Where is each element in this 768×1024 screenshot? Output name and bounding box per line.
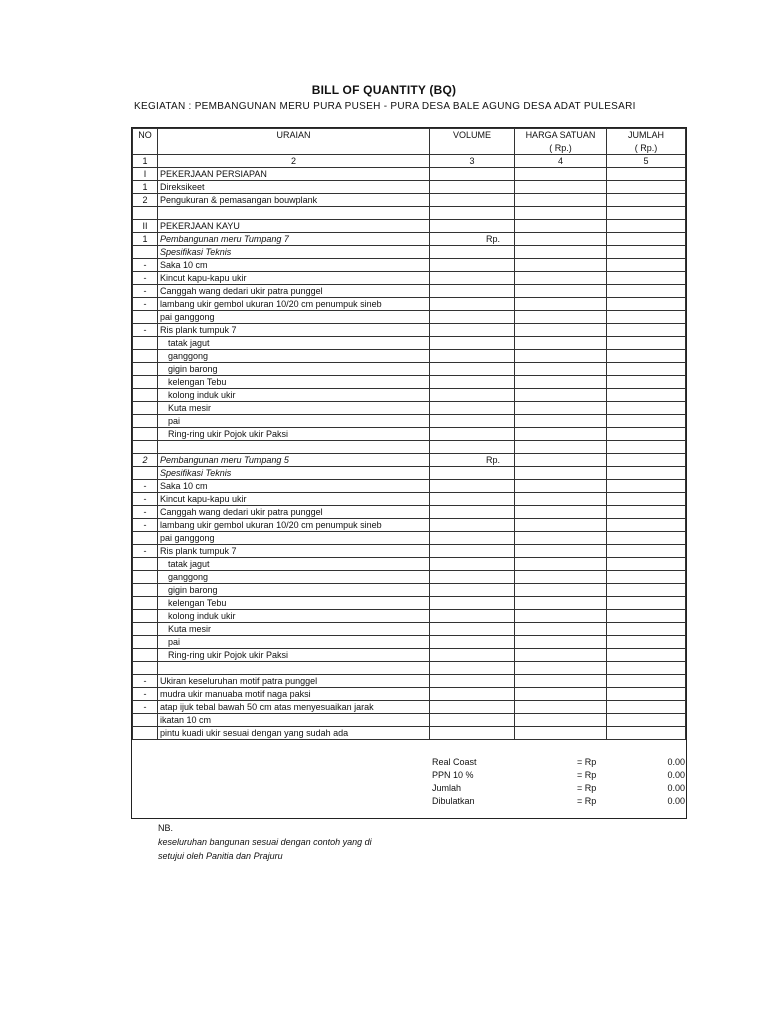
table-row — [133, 363, 686, 376]
row-harga — [515, 454, 607, 467]
row-description: Pembangunan meru Tumpang 7 — [158, 233, 430, 246]
row-description: Ris plank tumpuk 7 — [158, 545, 430, 558]
table-row — [133, 662, 686, 675]
row-volume — [430, 441, 515, 454]
row-no — [133, 389, 158, 402]
header-no: NO — [133, 129, 158, 155]
table-row — [133, 545, 686, 558]
row-no — [133, 246, 158, 259]
row-volume — [430, 220, 515, 233]
row-jumlah — [607, 571, 686, 584]
table-row — [133, 467, 686, 480]
row-jumlah — [607, 558, 686, 571]
row-volume — [430, 610, 515, 623]
row-harga — [515, 207, 607, 220]
row-no — [133, 597, 158, 610]
row-volume — [430, 389, 515, 402]
row-no: II — [133, 220, 158, 233]
row-volume — [430, 311, 515, 324]
row-harga — [515, 610, 607, 623]
row-no — [133, 558, 158, 571]
row-volume — [430, 350, 515, 363]
row-jumlah — [607, 246, 686, 259]
row-no — [133, 662, 158, 675]
row-jumlah — [607, 415, 686, 428]
row-harga — [515, 168, 607, 181]
table-row — [133, 350, 686, 363]
header-jumlah: JUMLAH — [607, 129, 686, 142]
table-row — [133, 428, 686, 441]
row-description: ganggong — [158, 350, 430, 363]
row-no — [133, 428, 158, 441]
header-jumlah-unit: ( Rp.) — [607, 142, 686, 155]
row-volume — [430, 194, 515, 207]
row-description: Saka 10 cm — [158, 480, 430, 493]
row-description: kelengan Tebu — [158, 376, 430, 389]
row-no — [133, 337, 158, 350]
row-description: Kincut kapu-kapu ukir — [158, 493, 430, 506]
row-harga — [515, 272, 607, 285]
row-description: Canggah wang dedari ukir patra punggel — [158, 285, 430, 298]
row-jumlah — [607, 376, 686, 389]
table-row — [133, 571, 686, 584]
table-row — [133, 727, 686, 740]
row-no — [133, 441, 158, 454]
summary-label: Dibulatkan — [432, 796, 475, 806]
row-volume — [430, 324, 515, 337]
row-harga — [515, 714, 607, 727]
summary-label: PPN 10 % — [432, 770, 474, 780]
row-no: - — [133, 324, 158, 337]
row-jumlah — [607, 181, 686, 194]
row-harga — [515, 623, 607, 636]
row-jumlah — [607, 727, 686, 740]
summary-value: 0.00 — [667, 757, 685, 767]
row-jumlah — [607, 363, 686, 376]
row-description: Canggah wang dedari ukir patra punggel — [158, 506, 430, 519]
row-volume — [430, 558, 515, 571]
row-volume — [430, 519, 515, 532]
row-description: tatak jagut — [158, 337, 430, 350]
row-harga — [515, 402, 607, 415]
table-row — [133, 324, 686, 337]
row-jumlah — [607, 532, 686, 545]
row-no: 2 — [133, 194, 158, 207]
table-row — [133, 246, 686, 259]
row-volume — [430, 571, 515, 584]
table-row — [133, 649, 686, 662]
row-description: Pengukuran & pemasangan bouwplank — [158, 194, 430, 207]
row-description: Spesifikasi Teknis — [158, 467, 430, 480]
row-jumlah — [607, 220, 686, 233]
row-jumlah — [607, 636, 686, 649]
row-jumlah — [607, 298, 686, 311]
table-row — [133, 558, 686, 571]
row-harga — [515, 376, 607, 389]
row-jumlah — [607, 623, 686, 636]
row-volume — [430, 584, 515, 597]
row-jumlah — [607, 350, 686, 363]
row-description: gigin barong — [158, 584, 430, 597]
row-harga — [515, 363, 607, 376]
row-description: Ring-ring ukir Pojok ukir Paksi — [158, 649, 430, 662]
row-no: 1 — [133, 181, 158, 194]
table-row — [133, 194, 686, 207]
row-jumlah — [607, 454, 686, 467]
row-no: I — [133, 168, 158, 181]
row-harga — [515, 506, 607, 519]
table-row — [133, 688, 686, 701]
row-volume — [430, 363, 515, 376]
row-harga — [515, 246, 607, 259]
row-volume — [430, 246, 515, 259]
row-harga — [515, 545, 607, 558]
index-jumlah: 5 — [607, 155, 686, 168]
row-description: Kuta mesir — [158, 402, 430, 415]
table-row — [133, 337, 686, 350]
row-description: pintu kuadi ukir sesuai dengan yang sudah ada — [158, 727, 430, 740]
row-harga — [515, 597, 607, 610]
row-jumlah — [607, 233, 686, 246]
row-volume — [430, 402, 515, 415]
summary-label: Jumlah — [432, 783, 462, 793]
row-no — [133, 584, 158, 597]
row-no: - — [133, 259, 158, 272]
summary-block — [131, 755, 687, 817]
row-description: ikatan 10 cm — [158, 714, 430, 727]
row-harga — [515, 324, 607, 337]
row-no: - — [133, 480, 158, 493]
row-no: - — [133, 545, 158, 558]
row-harga — [515, 519, 607, 532]
row-volume: Rp. — [430, 233, 515, 246]
row-harga — [515, 688, 607, 701]
table-row — [133, 181, 686, 194]
row-description: lambang ukir gembol ukuran 10/20 cm penumpuk sineb — [158, 519, 430, 532]
row-harga — [515, 350, 607, 363]
row-jumlah — [607, 337, 686, 350]
row-jumlah — [607, 480, 686, 493]
index-uraian: 2 — [158, 155, 430, 168]
row-jumlah — [607, 506, 686, 519]
row-description: atap ijuk tebal bawah 50 cm atas menyesuaikan jarak — [158, 701, 430, 714]
row-volume — [430, 285, 515, 298]
row-harga — [515, 636, 607, 649]
row-volume — [430, 649, 515, 662]
document-subtitle: KEGIATAN : PEMBANGUNAN MERU PURA PUSEH - PURA DESA BALE AGUNG DESA ADAT PULESARI — [134, 101, 636, 112]
row-harga — [515, 259, 607, 272]
table-row — [133, 610, 686, 623]
note-heading: NB. — [158, 823, 174, 833]
row-volume — [430, 298, 515, 311]
row-volume — [430, 337, 515, 350]
row-jumlah — [607, 714, 686, 727]
row-description: PEKERJAAN KAYU — [158, 220, 430, 233]
summary-currency: = Rp — [577, 796, 597, 806]
row-jumlah — [607, 285, 686, 298]
row-no: 2 — [133, 454, 158, 467]
row-harga — [515, 480, 607, 493]
table-row — [133, 506, 686, 519]
table-row — [133, 519, 686, 532]
row-description: pai ganggong — [158, 532, 430, 545]
row-volume — [430, 428, 515, 441]
row-description: mudra ukir manuaba motif naga paksi — [158, 688, 430, 701]
index-no: 1 — [133, 155, 158, 168]
table-row — [133, 532, 686, 545]
row-volume — [430, 636, 515, 649]
row-harga — [515, 493, 607, 506]
row-description: kelengan Tebu — [158, 597, 430, 610]
row-description: tatak jagut — [158, 558, 430, 571]
row-volume — [430, 168, 515, 181]
index-row — [133, 155, 686, 168]
row-jumlah — [607, 428, 686, 441]
row-volume — [430, 675, 515, 688]
row-harga — [515, 428, 607, 441]
table-row — [133, 714, 686, 727]
row-volume — [430, 701, 515, 714]
row-no — [133, 207, 158, 220]
row-harga — [515, 337, 607, 350]
row-harga — [515, 571, 607, 584]
row-volume — [430, 727, 515, 740]
row-no — [133, 571, 158, 584]
row-jumlah — [607, 467, 686, 480]
row-harga — [515, 662, 607, 675]
row-jumlah — [607, 272, 686, 285]
row-no — [133, 649, 158, 662]
row-volume — [430, 623, 515, 636]
row-jumlah — [607, 402, 686, 415]
row-harga — [515, 584, 607, 597]
row-no — [133, 311, 158, 324]
row-jumlah — [607, 519, 686, 532]
table-row — [133, 493, 686, 506]
row-description: Ring-ring ukir Pojok ukir Paksi — [158, 428, 430, 441]
table-row — [133, 701, 686, 714]
row-jumlah — [607, 259, 686, 272]
summary-value: 0.00 — [667, 796, 685, 806]
table-row — [133, 389, 686, 402]
row-description: ganggong — [158, 571, 430, 584]
row-no — [133, 350, 158, 363]
table-row — [133, 441, 686, 454]
table-row — [133, 480, 686, 493]
row-jumlah — [607, 168, 686, 181]
row-jumlah — [607, 584, 686, 597]
summary-label: Real Coast — [432, 757, 477, 767]
row-volume — [430, 714, 515, 727]
row-no — [133, 467, 158, 480]
row-description: pai ganggong — [158, 311, 430, 324]
row-jumlah — [607, 311, 686, 324]
row-no — [133, 415, 158, 428]
row-no — [133, 402, 158, 415]
row-no: - — [133, 493, 158, 506]
row-jumlah — [607, 324, 686, 337]
row-volume: Rp. — [430, 454, 515, 467]
table-row — [133, 285, 686, 298]
table-row — [133, 402, 686, 415]
row-description: Direksikeet — [158, 181, 430, 194]
row-volume — [430, 207, 515, 220]
row-jumlah — [607, 441, 686, 454]
row-volume — [430, 259, 515, 272]
row-description: kolong induk ukir — [158, 389, 430, 402]
summary-currency: = Rp — [577, 770, 597, 780]
row-harga — [515, 194, 607, 207]
row-description: gigin barong — [158, 363, 430, 376]
row-description: pai — [158, 636, 430, 649]
table-row — [133, 272, 686, 285]
row-volume — [430, 662, 515, 675]
row-harga — [515, 441, 607, 454]
row-harga — [515, 311, 607, 324]
row-volume — [430, 688, 515, 701]
row-harga — [515, 233, 607, 246]
row-jumlah — [607, 701, 686, 714]
row-no — [133, 727, 158, 740]
table-row — [133, 584, 686, 597]
row-jumlah — [607, 662, 686, 675]
header-uraian: URAIAN — [158, 129, 430, 155]
row-harga — [515, 415, 607, 428]
table-row — [133, 376, 686, 389]
row-jumlah — [607, 493, 686, 506]
row-harga — [515, 558, 607, 571]
row-jumlah — [607, 389, 686, 402]
table-row — [133, 168, 686, 181]
row-harga — [515, 467, 607, 480]
table-row — [133, 623, 686, 636]
row-description: Ris plank tumpuk 7 — [158, 324, 430, 337]
row-volume — [430, 415, 515, 428]
header-row — [133, 129, 686, 142]
row-no — [133, 623, 158, 636]
table-row — [133, 298, 686, 311]
row-harga — [515, 220, 607, 233]
header-harga-unit: ( Rp.) — [515, 142, 607, 155]
row-no: - — [133, 688, 158, 701]
row-no: - — [133, 272, 158, 285]
row-jumlah — [607, 194, 686, 207]
summary-value: 0.00 — [667, 770, 685, 780]
table-row — [133, 233, 686, 246]
row-no — [133, 636, 158, 649]
row-volume — [430, 597, 515, 610]
table-row — [133, 597, 686, 610]
row-volume — [430, 493, 515, 506]
note-line-1: keseluruhan bangunan sesuai dengan contoh yang di — [158, 837, 372, 847]
row-description: Saka 10 cm — [158, 259, 430, 272]
summary-currency: = Rp — [577, 757, 597, 767]
header-harga: HARGA SATUAN — [515, 129, 607, 142]
row-jumlah — [607, 675, 686, 688]
table-row — [133, 311, 686, 324]
row-harga — [515, 727, 607, 740]
row-jumlah — [607, 688, 686, 701]
index-volume: 3 — [430, 155, 515, 168]
row-harga — [515, 181, 607, 194]
summary-value: 0.00 — [667, 783, 685, 793]
row-volume — [430, 467, 515, 480]
table-row — [133, 454, 686, 467]
row-jumlah — [607, 597, 686, 610]
table-row — [133, 259, 686, 272]
row-no: 1 — [133, 233, 158, 246]
row-description: PEKERJAAN PERSIAPAN — [158, 168, 430, 181]
note-line-2: setujui oleh Panitia dan Prajuru — [158, 851, 283, 861]
row-volume — [430, 532, 515, 545]
row-harga — [515, 532, 607, 545]
table-row — [133, 636, 686, 649]
row-volume — [430, 272, 515, 285]
row-description: kolong induk ukir — [158, 610, 430, 623]
row-volume — [430, 181, 515, 194]
bq-table-body — [133, 168, 686, 740]
row-harga — [515, 389, 607, 402]
row-no: - — [133, 506, 158, 519]
document-title: BILL OF QUANTITY (BQ) — [311, 83, 457, 97]
row-description — [158, 441, 430, 454]
row-no — [133, 376, 158, 389]
table-row — [133, 207, 686, 220]
row-description: lambang ukir gembol ukuran 10/20 cm penumpuk sineb — [158, 298, 430, 311]
row-no — [133, 532, 158, 545]
row-description: Kincut kapu-kapu ukir — [158, 272, 430, 285]
row-volume — [430, 376, 515, 389]
row-no: - — [133, 519, 158, 532]
table-row — [133, 220, 686, 233]
row-description — [158, 662, 430, 675]
row-no: - — [133, 701, 158, 714]
row-no — [133, 714, 158, 727]
row-harga — [515, 649, 607, 662]
row-volume — [430, 480, 515, 493]
row-description: Pembangunan meru Tumpang 5 — [158, 454, 430, 467]
table-row — [133, 675, 686, 688]
row-harga — [515, 675, 607, 688]
row-jumlah — [607, 207, 686, 220]
row-jumlah — [607, 610, 686, 623]
row-description: pai — [158, 415, 430, 428]
bq-table — [132, 128, 686, 740]
row-jumlah — [607, 545, 686, 558]
row-harga — [515, 298, 607, 311]
row-harga — [515, 285, 607, 298]
row-no: - — [133, 285, 158, 298]
table-row — [133, 415, 686, 428]
row-no — [133, 363, 158, 376]
row-volume — [430, 545, 515, 558]
row-volume — [430, 506, 515, 519]
summary-currency: = Rp — [577, 783, 597, 793]
row-description: Spesifikasi Teknis — [158, 246, 430, 259]
row-no — [133, 610, 158, 623]
row-description: Kuta mesir — [158, 623, 430, 636]
index-harga: 4 — [515, 155, 607, 168]
row-jumlah — [607, 649, 686, 662]
header-volume: VOLUME — [430, 129, 515, 155]
row-description: Ukiran keseluruhan motif patra punggel — [158, 675, 430, 688]
row-no: - — [133, 298, 158, 311]
row-no: - — [133, 675, 158, 688]
row-harga — [515, 701, 607, 714]
row-description — [158, 207, 430, 220]
